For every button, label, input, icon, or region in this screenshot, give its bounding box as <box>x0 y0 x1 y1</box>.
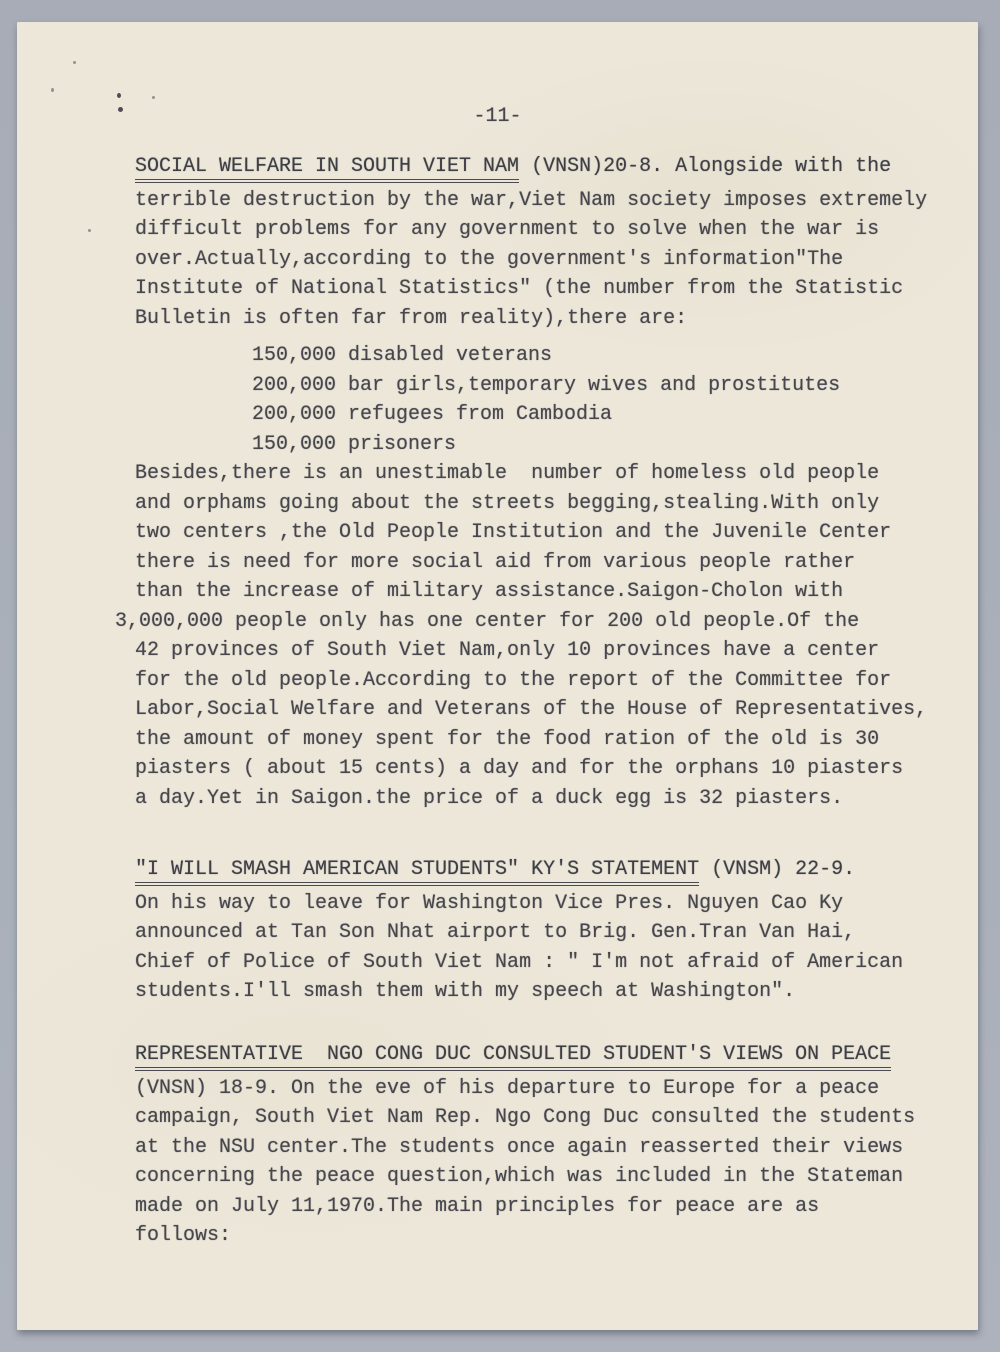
text-line: 3,000,000 people only has one center for 200 old people.Of the <box>115 609 860 633</box>
section-heading: REPRESENTATIVE NGO CONG DUC CONSULTED STUDENT'S VIEWS ON PEACE <box>135 1043 891 1071</box>
text-line: students.I'll smash them with my speech at Washington". <box>135 980 796 1003</box>
text-line: the amount of money spent for the food ration of the old is 30 <box>135 727 880 751</box>
text-line: Institute of National Statistics" (the number from the Statistic <box>135 277 904 300</box>
text-line: piasters ( about 15 cents) a day and for the orphans 10 piasters <box>135 757 904 780</box>
text-line: and orphams going about the streets begging,stealing.With only <box>135 491 880 515</box>
text-line: terrible destruction by the war,Viet Nam society imposes extremely <box>135 188 928 212</box>
ink-speck <box>117 93 121 98</box>
text-line: Bulletin is often far from reality),there are: <box>135 306 688 330</box>
text-line: On his way to leave for Washington Vice Pres. Nguyen Cao Ky <box>135 891 844 915</box>
text-line: announced at Tan Son Nhat airport to Brig. Gen.Tran Van Hai, <box>135 921 856 944</box>
page-number: -11- <box>473 105 522 128</box>
text-line: at the NSU center.The students once again reasserted their views <box>135 1135 904 1159</box>
text-line: there is need for more social aid from various people rather <box>135 550 856 574</box>
statistics-list <box>135 341 958 459</box>
list-item: 150,000 disabled veterans <box>252 344 553 367</box>
text-line: 42 provinces of South Viet Nam,only 10 provinces have a center <box>135 639 880 662</box>
text-line: (VNSN) 18-9. On the eve of his departure to Europe for a peace <box>135 1076 880 1100</box>
text-line: concerning the peace question,which was included in the Stateman <box>135 1165 904 1188</box>
text-line: two centers ,the Old People Institution and the Juvenile Center <box>135 521 892 544</box>
ink-speck <box>152 96 155 99</box>
heading-continuation: (VNSM) 22-9. <box>699 858 856 881</box>
text-line: a day.Yet in Saigon.the price of a duck egg is 32 piasters. <box>135 786 844 810</box>
ink-speck <box>51 88 54 92</box>
ink-speck <box>88 229 91 232</box>
list-item: 200,000 bar girls,temporary wives and prostitutes <box>252 373 841 397</box>
list-item: 200,000 refugees from Cambodia <box>252 403 613 426</box>
text-line <box>135 1040 958 1074</box>
section-heading: "I WILL SMASH AMERICAN STUDENTS" KY'S STATEMENT <box>135 858 699 886</box>
text-line: follows: <box>135 1224 232 1247</box>
text-line: made on July 11,1970.The main principles for peace are as <box>135 1194 820 1218</box>
text-line: than the increase of military assistance.Saigon-Cholon with <box>135 580 844 603</box>
text-line <box>135 855 958 889</box>
text-line: Besides,there is an unestimable number of homeless old people <box>135 462 880 485</box>
section-ky-statement <box>135 855 958 1007</box>
text-line: over.Actually,according to the government's information"The <box>135 247 844 271</box>
scanned-page <box>17 22 978 1330</box>
text-line: campaign, South Viet Nam Rep. Ngo Cong Duc consulted the students <box>135 1106 916 1129</box>
ink-speck <box>73 61 76 64</box>
heading-continuation: (VNSN)20-8. Alongside with the <box>519 155 892 178</box>
ink-speck <box>118 107 123 112</box>
text-line: Labor,Social Welfare and Veterans of the House of Representatives, <box>135 698 928 721</box>
text-line: difficult problems for any government to solve when the war is <box>135 218 880 241</box>
list-item: 150,000 prisoners <box>252 432 457 456</box>
section-ngo-cong-duc <box>135 1040 958 1251</box>
text-line: for the old people.According to the report of the Committee for <box>135 668 892 692</box>
section-social-welfare <box>115 152 958 813</box>
text-line: Chief of Police of South Viet Nam : " I'm not afraid of American <box>135 950 904 974</box>
text-line <box>135 152 958 186</box>
section-heading: SOCIAL WELFARE IN SOUTH VIET NAM <box>135 155 519 183</box>
